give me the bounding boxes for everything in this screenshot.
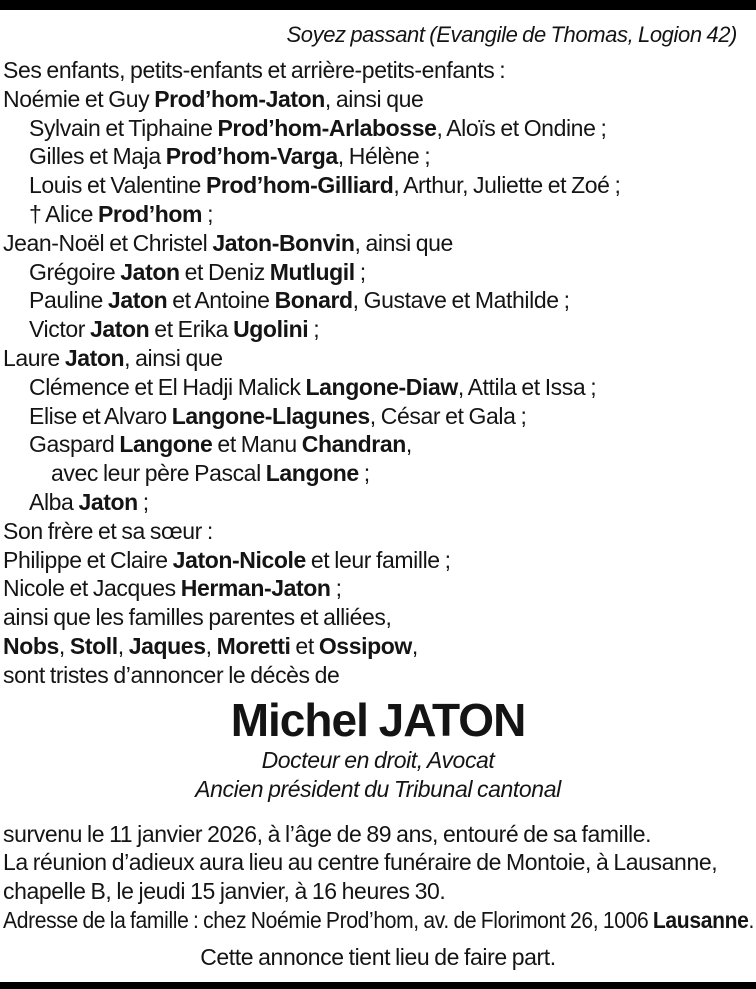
- text-line: Pauline Jaton et Antoine Bonard, Gustave et Mathilde ;: [29, 287, 570, 314]
- text-line: Jean-Noël et Christel Jaton-Bonvin, ainsi que: [3, 229, 453, 256]
- text-line: Alba Jaton ;: [29, 488, 149, 515]
- text-line: Victor Jaton et Erika Ugolini ;: [29, 316, 320, 343]
- text-line: survenu le 11 janvier 2026, à l’âge de 89 ans, entouré de sa famille.: [3, 820, 652, 847]
- text-line: Louis et Valentine Prod’hom-Gilliard, Arthur, Juliette et Zoé ;: [29, 172, 621, 199]
- text-line: Elise et Alvaro Langone-Llagunes, César et Gala ;: [29, 402, 527, 429]
- text-line: Grégoire Jaton et Deniz Mutlugil ;: [29, 258, 366, 285]
- text-line: sont tristes d’annoncer le décès de: [3, 661, 340, 688]
- closing-statement: Cette annonce tient lieu de faire part.: [200, 943, 556, 970]
- text-line: chapelle B, le jeudi 15 janvier, à 16 heures 30.: [3, 878, 446, 905]
- text-line: Adresse de la famille : chez Noémie Prod’hom, av. de Florimont 26, 1006 Lausanne.: [3, 906, 754, 933]
- text-line: Son frère et sa sœur :: [3, 517, 213, 544]
- deceased-title-honorific: Ancien président du Tribunal cantonal: [195, 775, 561, 802]
- text-line: La réunion d’adieux aura lieu au centre funéraire de Montoie, à Lausanne,: [3, 849, 718, 876]
- text-line: avec leur père Pascal Langone ;: [51, 460, 370, 487]
- text-line: Nicole et Jacques Herman-Jaton ;: [3, 575, 342, 602]
- text-line: Sylvain et Tiphaine Prod’hom-Arlabosse, Aloïs et Ondine ;: [29, 114, 607, 141]
- text-line: Laure Jaton, ainsi que: [3, 344, 223, 371]
- text-line: Nobs, Stoll, Jaques, Moretti et Ossipow,: [3, 632, 418, 659]
- text-line: Ses enfants, petits-enfants et arrière-petits-enfants :: [3, 57, 506, 83]
- text-line: † Alice Prod’hom ;: [29, 200, 214, 227]
- text-line: Noémie et Guy Prod’hom-Jaton, ainsi que: [3, 85, 424, 112]
- text-line: Gilles et Maja Prod’hom-Varga, Hélène ;: [29, 143, 431, 170]
- deceased-name: Michel JATON: [230, 693, 526, 746]
- text-line: Philippe et Claire Jaton-Nicole et leur famille ;: [3, 546, 451, 573]
- family-announcement-list: [0, 56, 756, 690]
- text-line: ainsi que les familles parentes et alliées,: [3, 604, 392, 631]
- bottom-border-rule: [0, 982, 756, 989]
- text-line: Gaspard Langone et Manu Chandran,: [29, 431, 412, 458]
- epigraph-quote: Soyez passant (Evangile de Thomas, Logion 42): [286, 22, 737, 47]
- text-line: Clémence et El Hadji Malick Langone-Diaw, Attila et Issa ;: [29, 373, 597, 400]
- deceased-title-profession: Docteur en droit, Avocat: [261, 746, 495, 773]
- funeral-details: [0, 820, 756, 935]
- top-border-rule: [0, 0, 756, 10]
